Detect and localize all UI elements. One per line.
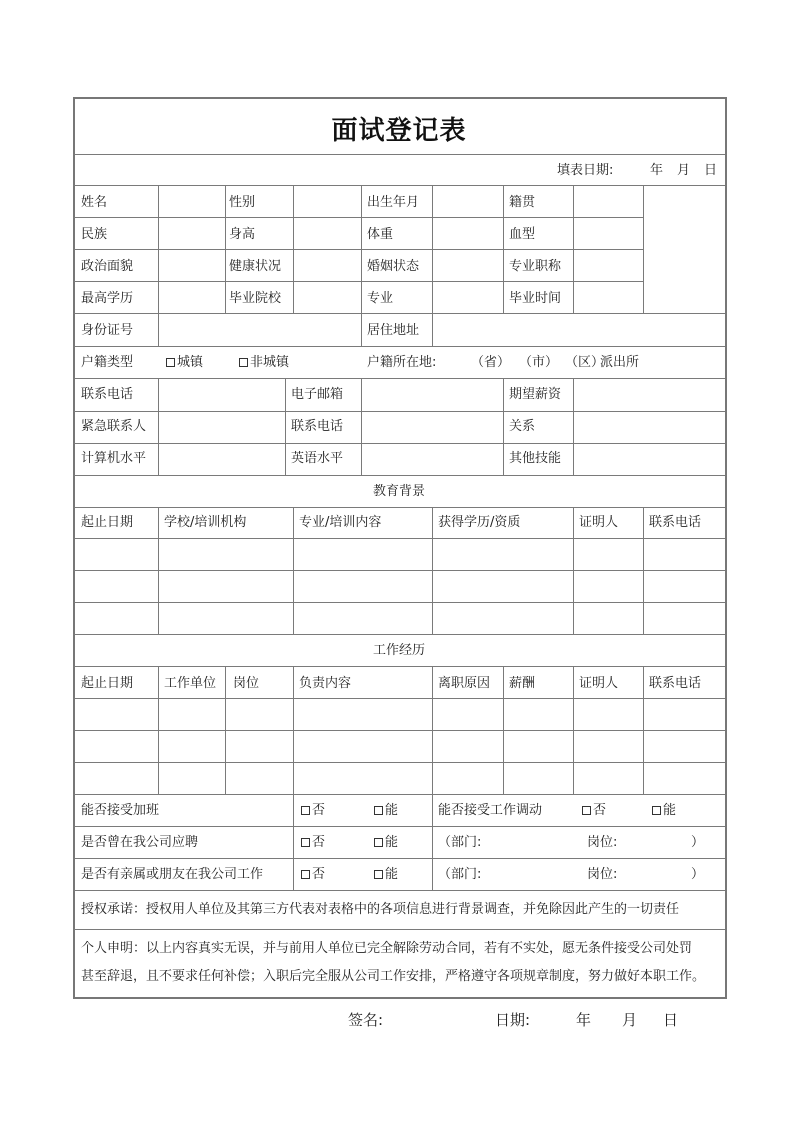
label-district: （区） [565,355,605,370]
grid-line [158,666,159,794]
grid-line [73,411,725,412]
grid-line [643,507,644,635]
label-education: 最高学历 [81,291,134,306]
checkbox-applied-no[interactable]: 否 [301,835,325,851]
checkbox-transfer-no[interactable]: 否 [582,803,606,819]
label-emergency-contact: 紧急联系人 [81,419,147,434]
work-header-referee: 证明人 [579,676,619,691]
grid-line [293,507,294,635]
label-political: 政治面貌 [81,259,134,274]
label-blood-type: 血型 [509,227,536,242]
grid-line [361,378,362,475]
photo-area[interactable] [644,186,723,313]
signature-month: 月 [622,1011,638,1029]
work-header-leave-reason: 离职原因 [438,676,491,691]
grid-line [432,185,433,313]
checkbox-relatives-no[interactable]: 否 [301,867,325,883]
label-address: 居住地址 [367,323,420,338]
section-education: 教育背景 [372,484,426,499]
checkbox-relatives-yes[interactable]: 能 [374,867,398,883]
edu-header-school: 学校/培训机构 [164,515,247,530]
edu-header-phone: 联系电话 [649,515,702,530]
label-ethnicity: 民族 [81,227,108,242]
work-header-position: 岗位 [233,676,260,691]
grid-line [158,313,159,346]
signature-year: 年 [576,1011,592,1029]
label-birth: 出生年月 [367,195,420,210]
label-height: 身高 [229,227,256,242]
edu-header-degree: 获得学历/资质 [438,515,521,530]
label-email: 电子邮箱 [291,387,344,402]
checkbox-icon [374,870,383,879]
grid-line [73,698,725,699]
checkbox-icon [301,870,310,879]
grid-line [432,666,433,794]
signature-field[interactable] [396,1006,486,1032]
label-police-station: 派出所 [600,355,640,370]
grid-line [73,794,725,795]
fill-date-label: 填表日期: [557,163,614,178]
label-phone: 联系电话 [81,387,134,402]
checkbox-icon [582,806,591,815]
fill-date-year: 年 [650,163,664,178]
edu-header-major: 专业/培训内容 [299,515,382,530]
declaration-line-2: 甚至辞退，且不要求任何补偿；入职后完全服从公司工作安排，严格遵守各项规章制度，努力做好本职工作。 [81,969,706,984]
checkbox-icon [301,838,310,847]
work-header-duties: 负责内容 [299,676,352,691]
checkbox-overtime-yes[interactable]: 能 [374,803,398,819]
label-health: 健康状况 [229,259,282,274]
grid-line [73,730,725,731]
grid-line [225,185,226,313]
edu-header-period: 起止日期 [81,515,134,530]
label-marital: 婚姻状态 [367,259,420,274]
grid-line [293,185,294,313]
work-header-phone: 联系电话 [649,676,702,691]
checkbox-icon [239,358,248,367]
grid-line [158,378,159,475]
grid-line [73,762,725,763]
grid-line [503,185,504,313]
form-border [73,97,727,999]
authorization-text: 授权承诺：授权用人单位及其第三方代表对表格中的各项信息进行背景调查，并免除因此产生的一切责任 [81,902,680,917]
grid-line [73,185,725,186]
checkbox-icon [652,806,661,815]
grid-line [361,185,362,346]
grid-line [573,507,574,635]
question-applied-before: 是否曾在我公司应聘 [81,835,199,850]
label-applied-dept: （部门: [438,835,482,850]
grid-line [73,507,725,508]
checkbox-icon [166,358,175,367]
work-header-company: 工作单位 [164,676,217,691]
label-hukou-place: 户籍所在地: [367,355,437,370]
label-relatives-close: ） [691,867,705,882]
label-province: （省） [471,355,511,370]
label-id-number: 身份证号 [81,323,134,338]
label-name: 姓名 [81,195,108,210]
grid-line [432,507,433,635]
grid-line [73,634,725,635]
signature-day: 日 [663,1011,679,1029]
grid-line [432,313,433,346]
label-grad-time: 毕业时间 [509,291,562,306]
signature-label: 签名: [348,1011,384,1029]
grid-line [503,666,504,794]
grid-line [158,507,159,635]
label-applied-position: 岗位: [587,835,618,850]
checkbox-applied-yes[interactable]: 能 [374,835,398,851]
label-emergency-phone: 联系电话 [291,419,344,434]
label-city: （市） [519,355,559,370]
fill-date-month: 月 [677,163,691,178]
grid-line [573,185,574,313]
edu-header-referee: 证明人 [579,515,619,530]
grid-line [73,346,725,347]
question-transfer: 能否接受工作调动 [438,803,543,818]
grid-line [158,185,159,313]
label-applied-close: ） [691,835,705,850]
grid-line [73,475,725,476]
grid-line [73,602,725,603]
grid-line [293,794,294,890]
grid-line [432,794,433,890]
label-weight: 体重 [367,227,394,242]
grid-line [73,890,725,891]
section-work: 工作经历 [372,643,426,658]
label-relatives-position: 岗位: [587,867,618,882]
label-professional-title: 专业职称 [509,259,562,274]
checkbox-urban[interactable] [166,355,203,371]
grid-line [73,313,725,314]
checkbox-transfer-yes[interactable]: 能 [652,803,676,819]
grid-line [225,666,226,794]
grid-line [73,858,725,859]
label-gender: 性别 [229,195,256,210]
question-relatives: 是否有亲属或朋友在我公司工作 [81,867,264,882]
grid-line [73,538,725,539]
work-header-period: 起止日期 [81,676,134,691]
form-title: 面试登记表 [331,116,467,146]
label-hukou-type: 户籍类型 [81,355,134,370]
grid-line [285,378,286,475]
grid-line [73,443,725,444]
declaration-line-1: 个人申明：以上内容真实无误，并与前用人单位已完全解除劳动合同，若有不实处，愿无条件接受公司处罚 [81,941,693,956]
signature-line [0,1000,800,1040]
fill-date-day: 日 [704,163,718,178]
label-relation: 关系 [509,419,536,434]
checkbox-icon [374,838,383,847]
work-header-salary: 薪酬 [509,676,536,691]
label-major: 专业 [367,291,394,306]
grid-line [73,154,725,155]
checkbox-overtime-no[interactable]: 否 [301,803,325,819]
grid-line [573,378,574,475]
label-salary: 期望薪资 [509,387,562,402]
checkbox-icon [301,806,310,815]
grid-line [73,570,725,571]
question-overtime: 能否接受加班 [81,803,160,818]
label-english: 英语水平 [291,451,344,466]
grid-line [73,929,725,930]
signature-date-label: 日期: [495,1011,531,1029]
grid-line [293,666,294,794]
option-urban: 城镇 [177,355,204,370]
label-school: 毕业院校 [229,291,282,306]
label-computer: 计算机水平 [81,451,147,466]
grid-line [573,666,574,794]
label-native-place: 籍贯 [509,195,536,210]
checkbox-non-urban[interactable] [239,355,289,371]
label-relatives-dept: （部门: [438,867,482,882]
grid-line [73,666,725,667]
checkbox-icon [374,806,383,815]
grid-line [73,378,725,379]
grid-line [73,826,725,827]
grid-line [643,666,644,794]
grid-line [503,378,504,475]
interview-registration-form [73,97,725,997]
option-non-urban: 非城镇 [250,355,290,370]
label-other-skills: 其他技能 [509,451,562,466]
